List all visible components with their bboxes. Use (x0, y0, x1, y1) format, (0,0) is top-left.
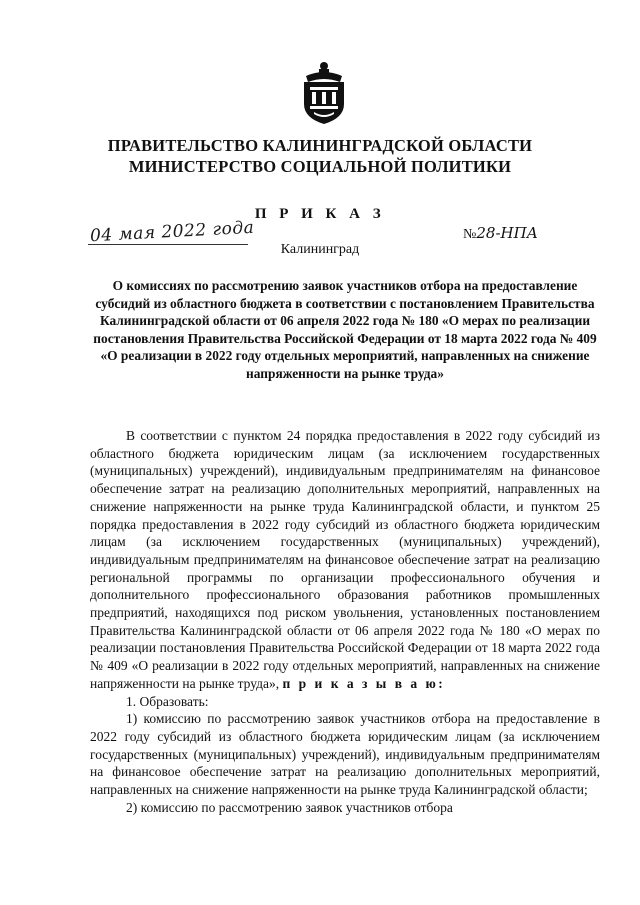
preamble-text: В соответствии с пунктом 24 порядка предоставления в 2022 году субсидий из областного бюджета юридическим лицам (за исключением государственных (муниципальных) учреждений), индивидуальным предпринимателям на финансовое обеспечение затрат на реализацию дополнительных мероприятий, направленных на снижение напряженности на рынке труда Калининградской области, и пунктом 25 порядка предоставления в 2022 году субсидий из областного бюджета юридическим лицам (за исключением государственных (муниципальных) учреждений), индивидуальным предпринимателям на финансовое обеспечение затрат на реализацию региональной программы по организации профессионального обучения и дополнительного профессионального образования работников промышленных предприятий, находящихся под риском увольнения, установленных постановлением Правительства Калининградской области от 06 апреля 2022 года № 180 «О мерах по реализации постановления Правительства Российской Федерации от 18 марта 2022 года № 409 «О реализации в 2022 году отдельных мероприятий, направленных на снижение напряженности на рынке труда», (90, 428, 600, 691)
organization-name: ПРАВИТЕЛЬСТВО КАЛИНИНГРАДСКОЙ ОБЛАСТИ (107, 136, 533, 155)
ministry-name: МИНИСТЕРСТВО СОЦИАЛЬНОЙ ПОЛИТИКИ (128, 157, 512, 176)
item-1-2: 2) комиссию по рассмотрению заявок участников отбора (126, 799, 453, 815)
item-1: 1. Образовать: (126, 693, 209, 709)
preamble-paragraph (90, 427, 600, 693)
document-body (90, 427, 600, 816)
document-type: П Р И К А З (254, 206, 386, 222)
order-date: 04 мая 2022 года (89, 217, 255, 247)
number-handwritten: 28-НПА (476, 224, 539, 242)
item-1-1: 1) комиссию по рассмотрению заявок участников отбора на предоставление в 2022 году субсидий из областного бюджета юридическим лицам (за исключением государственных (муниципальных) учреждений), индивидуальным предпринимателям на финансовое обеспечение затрат на реализацию дополнительных мероприятий, направленных на снижение напряженности на рынке труда Калининградской области; (90, 711, 600, 798)
number-prefix: № (463, 227, 477, 242)
document-heading: О комиссиях по рассмотрению заявок участников отбора на предоставление субсидий из областного бюджета в соответствии с постановлением Правительства Калининградской области от 06 апреля 2022 года № 180 «О мерах по реализации постановления Правительства Российской Федерации от 18 марта 2022 года № 409 «О реализации в 2022 году отдельных мероприятий, направленных на снижение напряженности на рынке труда» (93, 278, 597, 381)
coat-of-arms-icon (300, 60, 348, 126)
order-word: п р и к а з ы в а ю: (282, 675, 446, 691)
order-number (463, 224, 538, 243)
city: Калининград (280, 242, 360, 257)
